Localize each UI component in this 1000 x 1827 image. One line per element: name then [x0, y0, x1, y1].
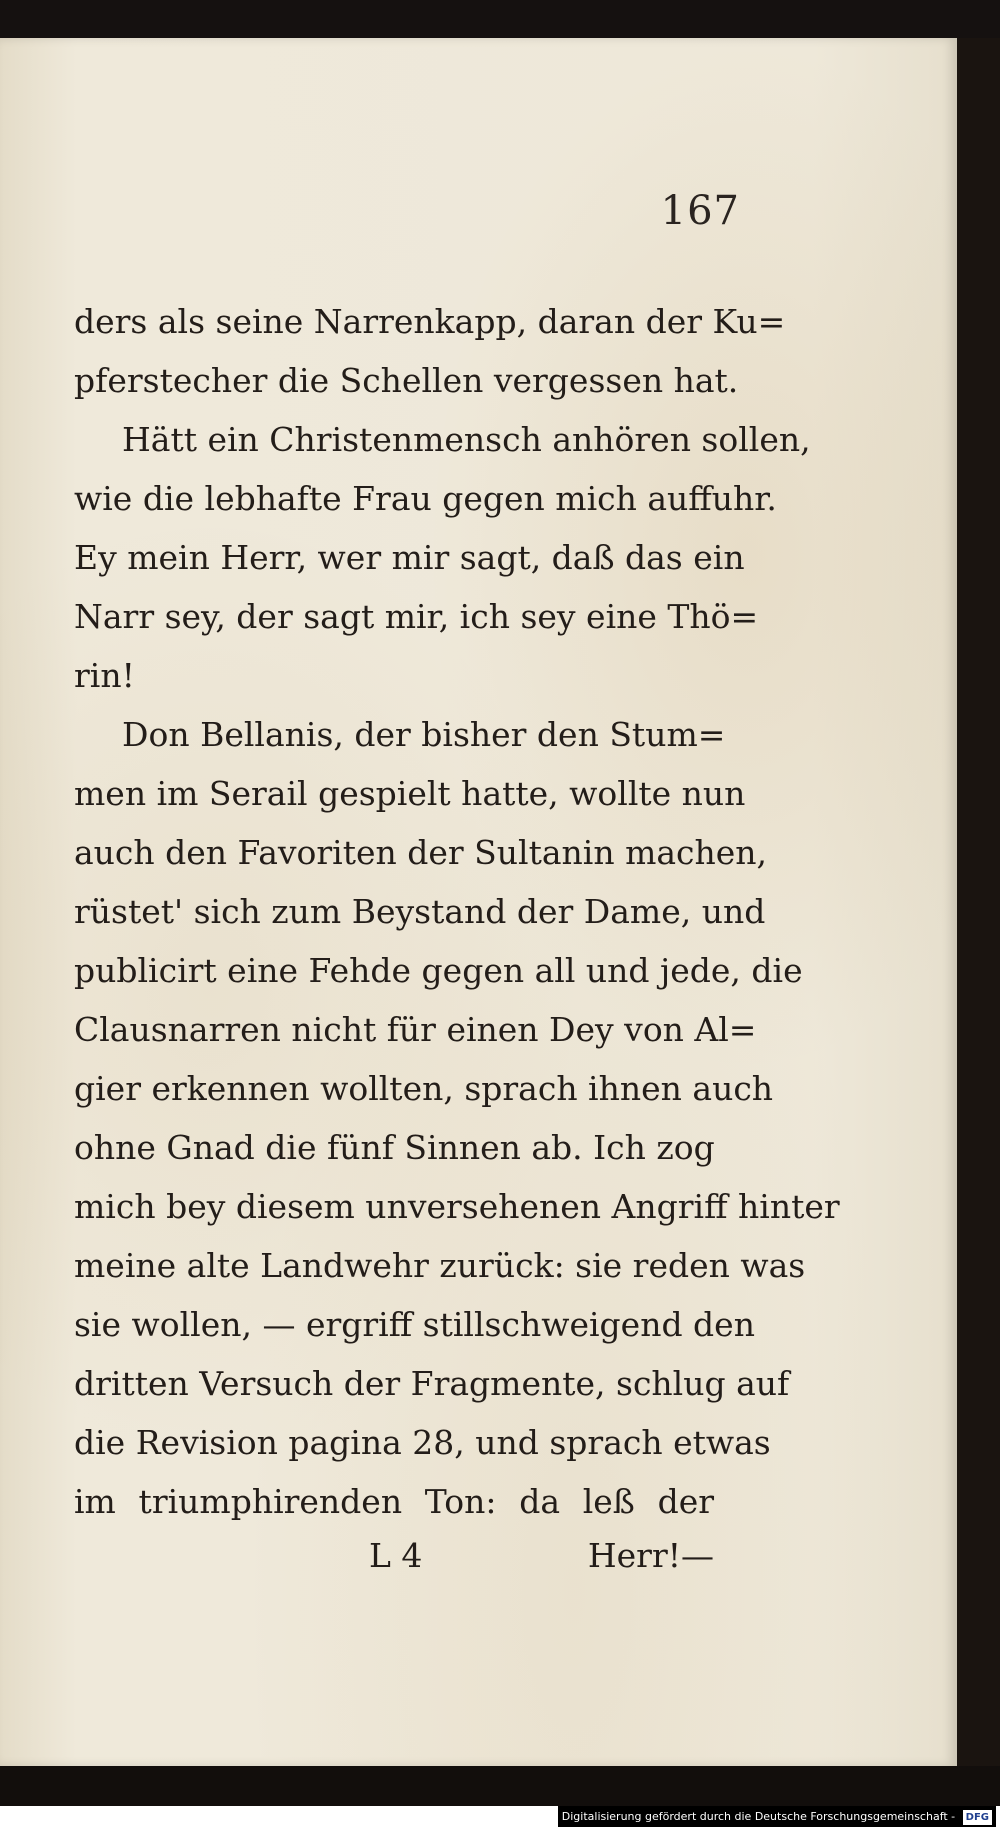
text-line: gier erkennen wollten, sprach ihnen auch — [74, 1069, 774, 1108]
text-line: ders als seine Narrenkapp, daran der Ku= — [74, 302, 786, 341]
book-page — [0, 38, 957, 1766]
text-line: dritten Versuch der Fragmente, schlug auf — [74, 1364, 790, 1403]
text-line: Hätt ein Christenmensch anhören sollen, — [122, 420, 811, 459]
text-line: rin! — [74, 656, 135, 695]
digitization-credit — [558, 1806, 996, 1827]
text-line: Ey mein Herr, wer mir sagt, daß das ein — [74, 538, 745, 577]
page-number: 167 — [660, 188, 740, 234]
text-line: die Revision pagina 28, und sprach etwas — [74, 1423, 771, 1462]
scan-top-border — [0, 0, 1000, 38]
dfg-logo-icon: DFG — [963, 1810, 992, 1825]
text-line: auch den Favoriten der Sultanin machen, — [74, 833, 768, 872]
page-footer — [74, 1526, 714, 1585]
text-line: ohne Gnad die fünf Sinnen ab. Ich zog — [74, 1128, 715, 1167]
catchword: Herr!— — [587, 1536, 714, 1575]
credit-text: Digitalisierung gefördert durch die Deutsche Forschungsgemeinschaft - — [561, 1810, 956, 1823]
body-text — [74, 292, 840, 1531]
text-line: meine alte Landwehr zurück: sie reden was — [74, 1246, 806, 1285]
text-line: Don Bellanis, der bisher den Stum= — [122, 715, 726, 754]
text-line: rüstet' sich zum Beystand der Dame, und — [74, 892, 766, 931]
scan-bottom-border — [0, 1766, 1000, 1806]
text-line: publicirt eine Fehde gegen all und jede, die — [74, 951, 803, 990]
text-line: sie wollen, — ergriff stillschweigend den — [74, 1305, 755, 1344]
text-line: im triumphirenden Ton: da leß der — [74, 1482, 714, 1521]
text-line: pferstecher die Schellen vergessen hat. — [74, 361, 739, 400]
text-line: Narr sey, der sagt mir, ich sey eine Thö= — [74, 597, 759, 636]
text-line: Clausnarren nicht für einen Dey von Al= — [74, 1010, 757, 1049]
text-line: mich bey diesem unversehenen Angriff hinter — [74, 1187, 840, 1226]
signature-mark: L 4 — [369, 1536, 423, 1575]
text-line: men im Serail gespielt hatte, wollte nun — [74, 774, 746, 813]
text-line: wie die lebhafte Frau gegen mich auffuhr. — [74, 479, 777, 518]
